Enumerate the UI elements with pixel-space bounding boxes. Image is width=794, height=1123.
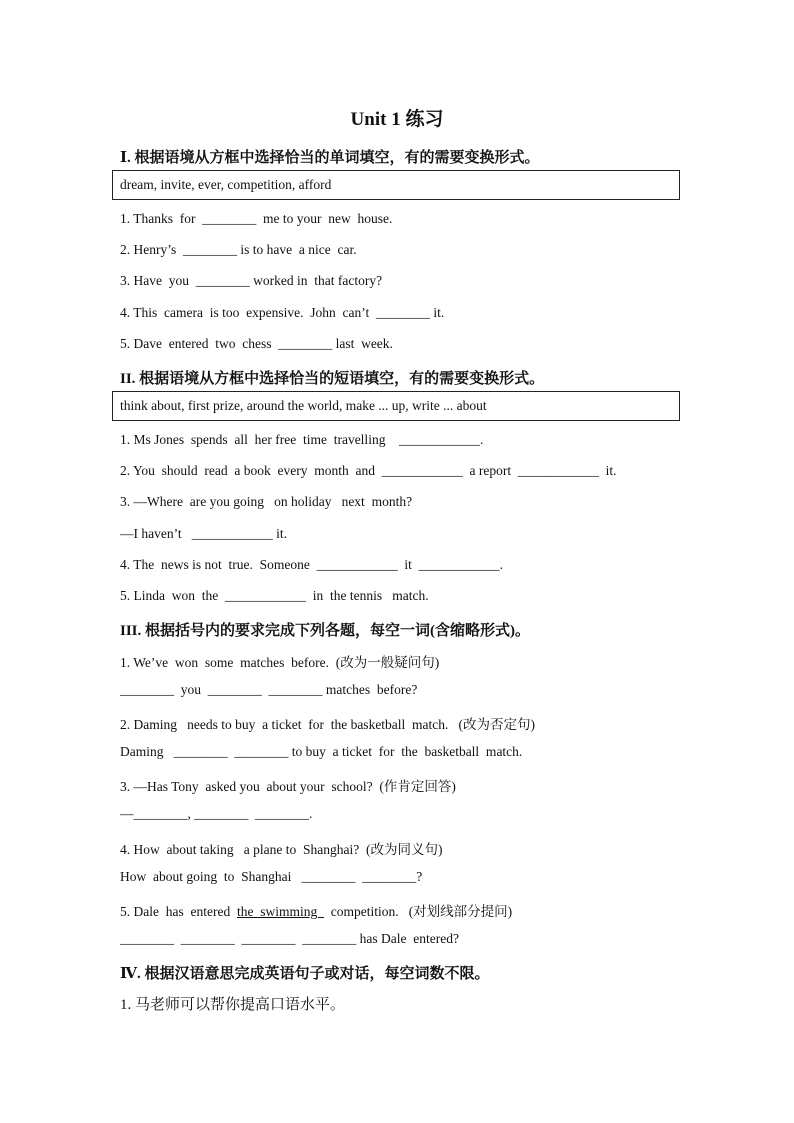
exercise-line-underlined: [120, 900, 512, 920]
section-3-heading: III. 根据括号内的要求完成下列各题，每空一词(含缩略形式)。: [120, 623, 531, 639]
exercise-line: —I haven’t ____________ it.: [120, 526, 287, 541]
exercise-line: ________ ________ ________ ________ has Dale entered?: [120, 931, 459, 946]
word-box-1: dream, invite, ever, competition, afford: [112, 170, 680, 200]
exercise-line: ________ you ________ ________ matches before?: [120, 682, 418, 697]
phrase-box-2: think about, first prize, around the world, make ... up, write ... about: [112, 391, 680, 421]
exercise-line: 5. Dave entered two chess ________ last week.: [120, 336, 393, 351]
exercise-line: —________, ________ ________.: [120, 806, 313, 821]
exercise-line: 5. Linda won the ____________ in the tennis match.: [120, 588, 429, 603]
page-title: Unit 1 练习: [350, 109, 444, 130]
exercise-line: 1. We’ve won some matches before. (改为一般疑问句): [120, 655, 440, 670]
underlined-phrase: the swimming: [236, 904, 324, 919]
exercise-line: 1. Ms Jones spends all her free time travelling ____________.: [120, 432, 484, 447]
exercise-line: How about going to Shanghai ________ ________?: [120, 869, 423, 884]
exercise-line: 2. Henry’s ________ is to have a nice car.: [120, 242, 357, 257]
exercise-line: 2. You should read a book every month and ____________ a report ____________ it.: [120, 463, 617, 478]
exercise-line: 4. This camera is too expensive. John can’t ________ it.: [120, 305, 445, 320]
item5-before: 5. Dale has entered: [120, 904, 237, 919]
exercise-line: 1. 马老师可以帮你提高口语水平。: [120, 997, 346, 1013]
item5-after: competition. (对划线部分提问): [323, 904, 513, 919]
exercise-line: 3. —Where are you going on holiday next month?: [120, 494, 413, 509]
section-1-heading: Ⅰ. 根据语境从方框中选择恰当的单词填空，有的需要变换形式。: [120, 150, 540, 166]
section-4-heading: Ⅳ. 根据汉语意思完成英语句子或对话，每空词数不限。: [120, 966, 490, 982]
exercise-line: Daming ________ ________ to buy a ticket for the basketball match.: [120, 744, 523, 759]
exercise-line: 3. —Has Tony asked you about your school? (作肯定回答): [120, 779, 456, 794]
exercise-line: 3. Have you ________ worked in that factory?: [120, 273, 383, 288]
exercise-line: 4. The news is not true. Someone ____________ it ____________.: [120, 557, 503, 572]
section-2-heading: II. 根据语境从方框中选择恰当的短语填空，有的需要变换形式。: [120, 371, 545, 387]
exercise-line: 1. Thanks for ________ me to your new house.: [120, 211, 393, 226]
exercise-line: 2. Daming needs to buy a ticket for the basketball match. (改为否定句): [120, 717, 536, 732]
exercise-line: 4. How about taking a plane to Shanghai? (改为同义句): [120, 842, 443, 857]
